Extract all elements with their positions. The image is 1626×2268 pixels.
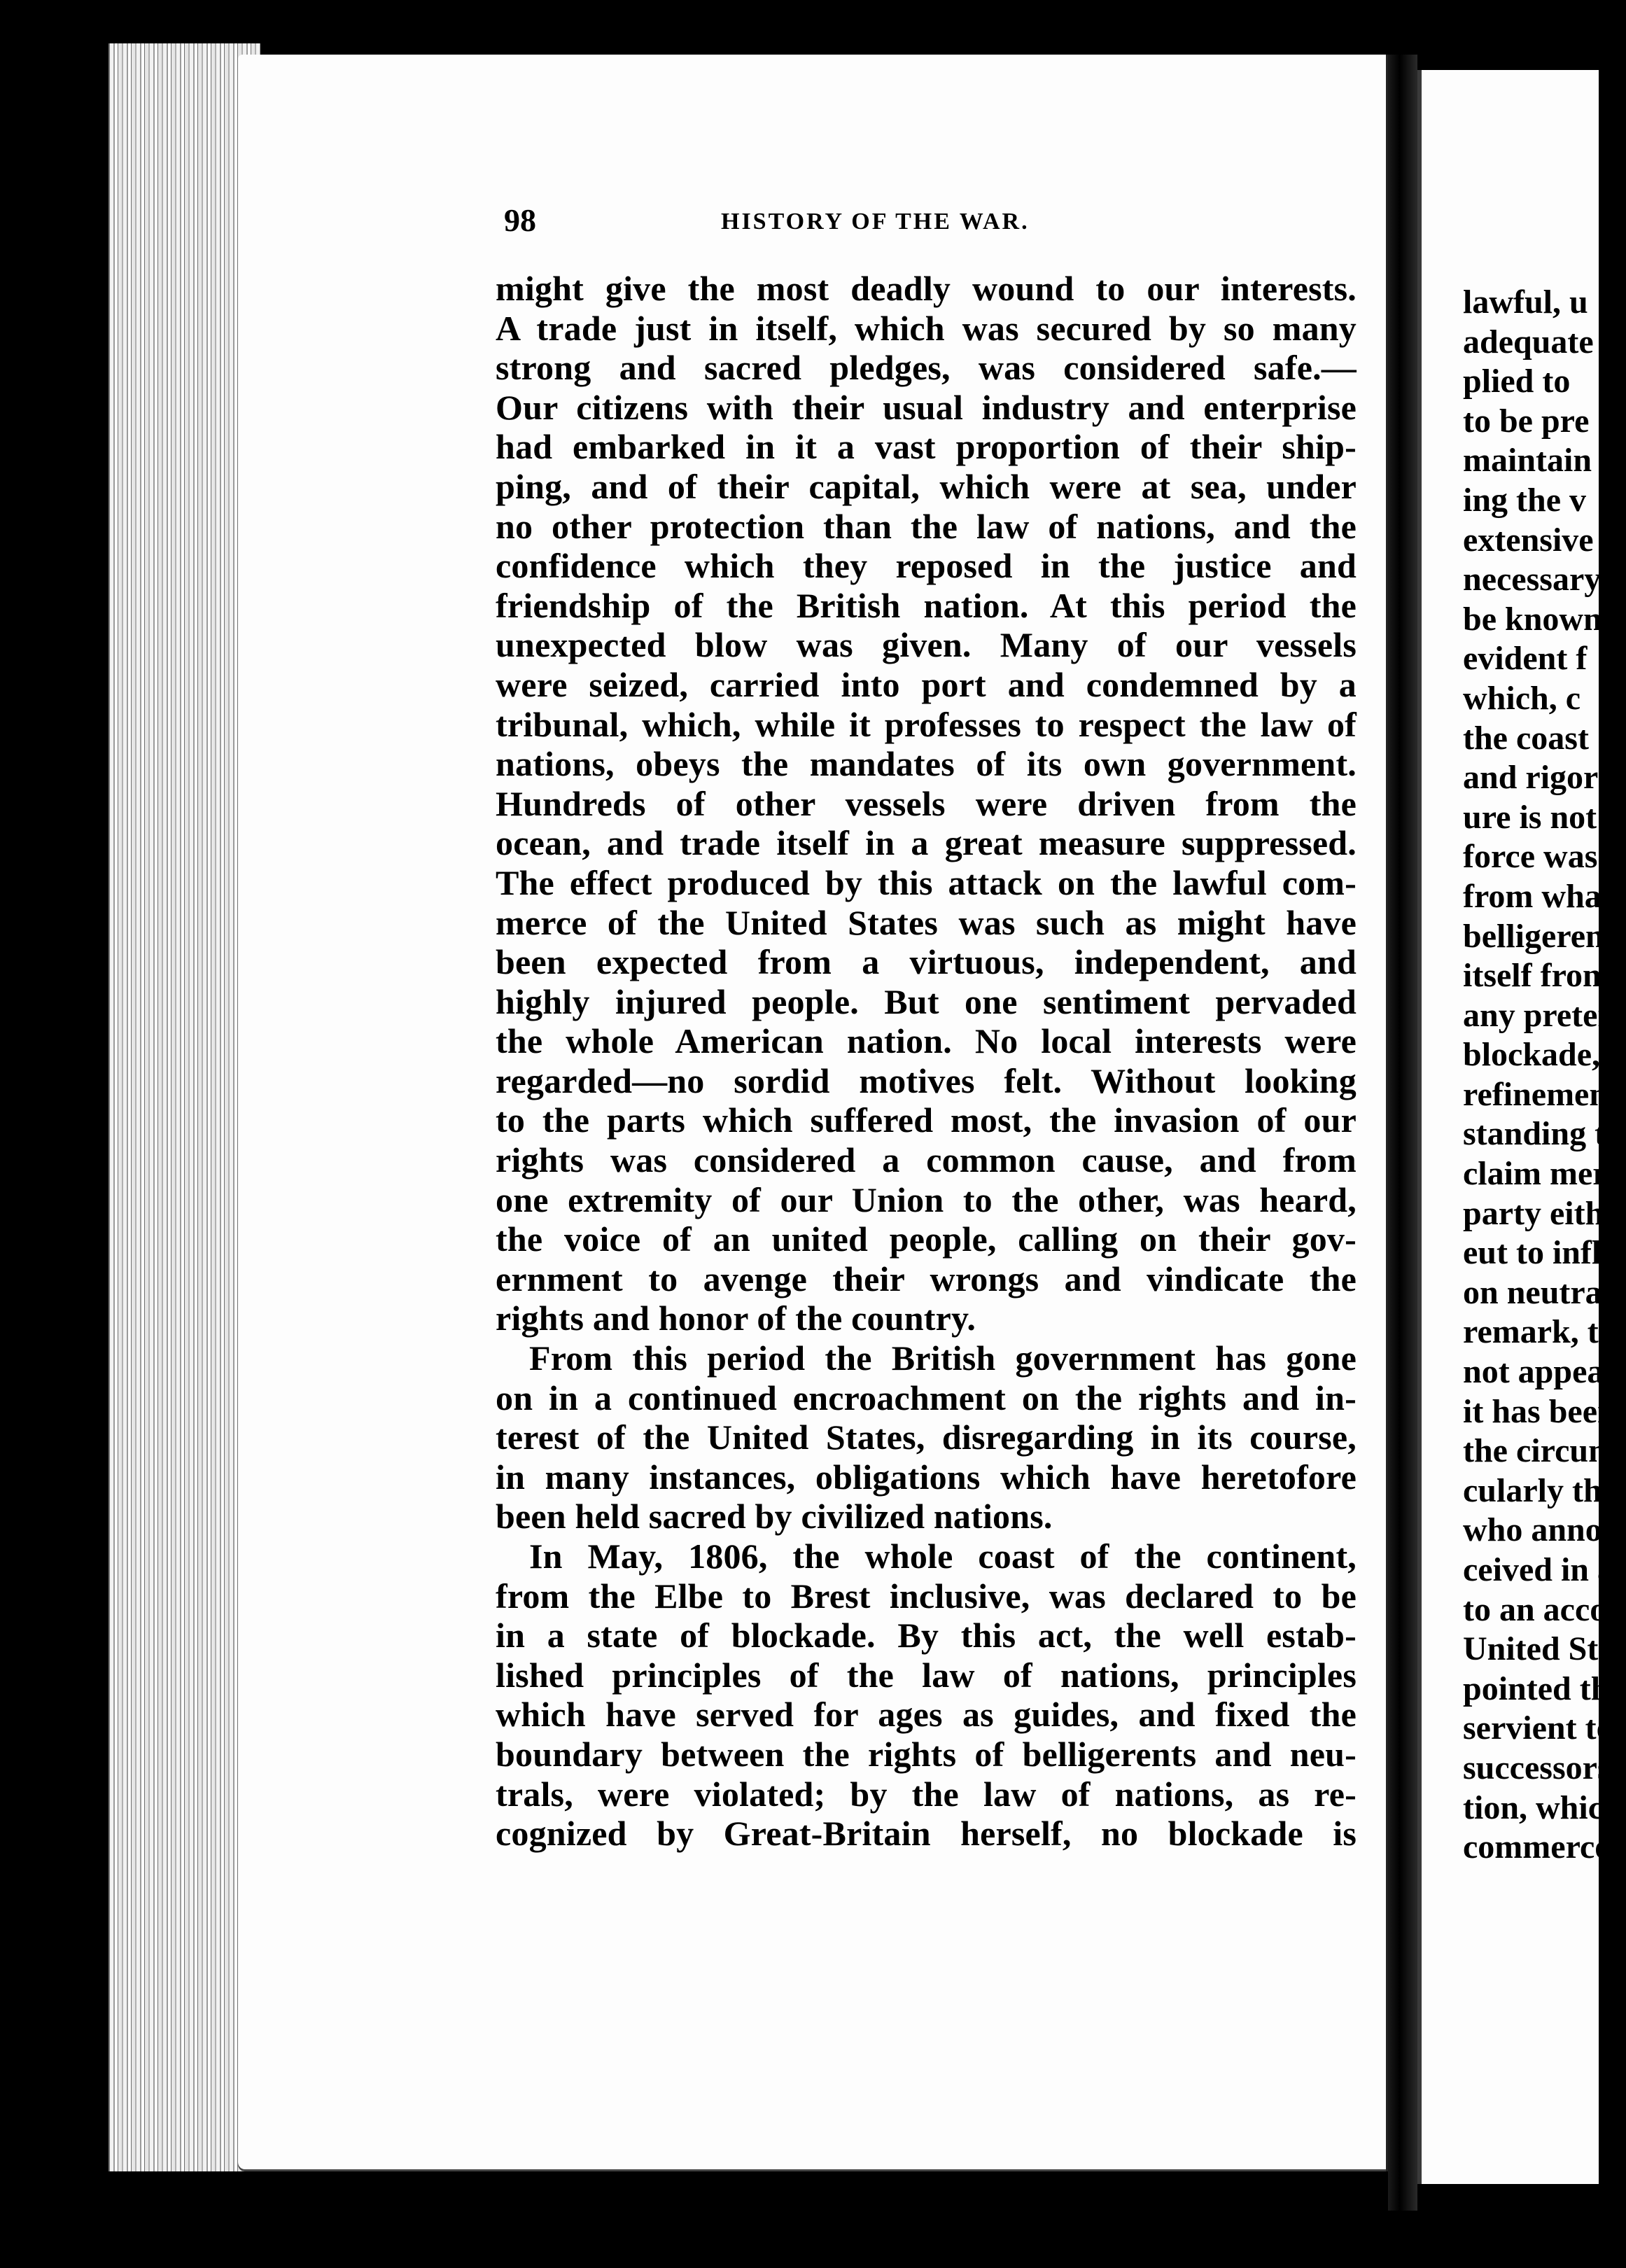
body-text — [496, 269, 1357, 1854]
text-line: Hundreds of other vessels were driven from the — [496, 783, 1357, 823]
facing-text-line: ure is not — [1463, 798, 1597, 836]
text-line: terest of the United States, disregarding in its course, — [496, 1418, 1357, 1457]
facing-text-line: not appear — [1463, 1353, 1619, 1391]
facing-text-line: ing the v — [1463, 481, 1587, 519]
facing-text-line: evident f — [1463, 640, 1588, 678]
text-line: In May, 1806, the whole coast of the continent, — [529, 1536, 1357, 1576]
text-line: might give the most deadly wound to our interests. — [496, 269, 1357, 308]
text-line: ocean, and trade itself in a great measure suppressed. — [496, 823, 1357, 863]
text-line: on in a continued encroachment on the rights and in- — [496, 1378, 1357, 1418]
facing-text-line: ceived in a — [1463, 1551, 1614, 1588]
facing-text-line: refinemen — [1463, 1075, 1609, 1113]
text-line: to the parts which suffered most, the invasion of our — [496, 1100, 1357, 1140]
facing-text-line: standing t — [1463, 1115, 1606, 1153]
text-line: were seized, carried into port and condemned by a — [496, 664, 1357, 704]
facing-text-line: plied to — [1463, 363, 1571, 400]
facing-text-line: eut to infla — [1463, 1234, 1618, 1272]
text-line: one extremity of our Union to the other, was heard, — [496, 1180, 1357, 1219]
book-gutter — [1388, 55, 1417, 2211]
facing-text-line: blockade, — [1463, 1036, 1601, 1074]
facing-text-line: to be pre — [1463, 402, 1590, 440]
facing-text-line: on neutral — [1463, 1273, 1612, 1311]
running-head-title: HISTORY OF THE WAR. — [721, 209, 1030, 234]
text-line: friendship of the British nation. At this period the — [496, 585, 1357, 625]
text-line: the voice of an united people, calling on their gov- — [496, 1219, 1357, 1259]
text-line: been expected from a virtuous, independent, and — [496, 942, 1357, 982]
facing-page-text — [1463, 283, 1626, 1868]
text-line: rights was considered a common cause, and from — [496, 1140, 1357, 1180]
facing-text-line: the coast — [1463, 719, 1589, 757]
text-line: regarded—no sordid motives felt. Without looking — [496, 1060, 1357, 1100]
facing-text-line: servient to — [1463, 1709, 1613, 1747]
facing-text-line: be known — [1463, 600, 1602, 638]
text-line: in a state of blockade. By this act, the well estab- — [496, 1616, 1357, 1656]
text-line: ping, and of their capital, which were at sea, under — [496, 466, 1357, 506]
facing-text-line: commerce. — [1463, 1828, 1618, 1866]
facing-text-line: it has been — [1463, 1392, 1616, 1430]
facing-text-line: necessary — [1463, 561, 1602, 598]
facing-text-line: lawful, u — [1463, 284, 1588, 321]
facing-text-line: tion, which — [1463, 1788, 1622, 1826]
text-line: A trade just in itself, which was secured by so many — [496, 308, 1357, 348]
text-line: the whole American nation. No local interests were — [496, 1021, 1357, 1061]
facing-text-line: adequate — [1463, 323, 1594, 360]
page-number: 98 — [504, 202, 536, 238]
facing-text-line: and rigor — [1463, 759, 1599, 797]
running-head — [504, 202, 1365, 244]
text-line: unexpected blow was given. Many of our vessels — [496, 625, 1357, 665]
facing-text-line: extensive — [1463, 521, 1594, 559]
facing-text-line: cularly the — [1463, 1471, 1617, 1509]
facing-text-line: from wha — [1463, 877, 1602, 915]
facing-text-line: remark, th — [1463, 1313, 1618, 1351]
facing-text-line: maintain — [1463, 442, 1592, 479]
text-line: lished principles of the law of nations, principles — [496, 1655, 1357, 1695]
text-line: The effect produced by this attack on the lawful com- — [496, 862, 1357, 902]
facing-text-line: who annou — [1463, 1511, 1621, 1549]
facing-text-line: claim mer — [1463, 1155, 1608, 1193]
facing-text-line: successors — [1463, 1749, 1611, 1786]
text-line: in many instances, obligations which have heretofore — [496, 1457, 1357, 1497]
text-line: strong and sacred pledges, was considered safe.— — [496, 348, 1357, 388]
facing-text-line: to an accor — [1463, 1590, 1622, 1628]
text-line: merce of the United States was such as might have — [496, 902, 1357, 942]
facing-text-line: the circum — [1463, 1432, 1617, 1470]
text-line: confidence which they reposed in the justice and — [496, 546, 1357, 586]
text-line: nations, obeys the mandates of its own government. — [496, 744, 1357, 784]
text-line: cognized by Great-Britain herself, no blockade is — [496, 1814, 1357, 1854]
text-line: from the Elbe to Brest inclusive, was declared to be — [496, 1576, 1357, 1616]
text-line: tribunal, which, while it professes to respect the law of — [496, 704, 1357, 744]
text-line: ernment to avenge their wrongs and vindicate the — [496, 1259, 1357, 1298]
text-line: no other protection than the law of nations, and the — [496, 506, 1357, 546]
facing-text-line: United Sta — [1463, 1630, 1616, 1668]
facing-text-line: any preter — [1463, 996, 1613, 1034]
text-line: been held sacred by civilized nations. — [496, 1497, 1053, 1536]
text-line: boundary between the rights of belligerents and neu- — [496, 1734, 1357, 1774]
text-line: highly injured people. But one sentiment pervaded — [496, 981, 1357, 1021]
text-line: had embarked in it a vast proportion of their ship- — [496, 427, 1357, 467]
facing-text-line: force was — [1463, 838, 1598, 876]
facing-text-line: which, c — [1463, 679, 1581, 717]
text-line: which have served for ages as guides, and fixed the — [496, 1695, 1357, 1735]
facing-text-line: belligeren — [1463, 917, 1604, 955]
facing-text-line: pointed tha — [1463, 1670, 1626, 1707]
text-line: rights and honor of the country. — [496, 1298, 976, 1338]
facing-text-line: itself fron — [1463, 957, 1602, 995]
text-line: From this period the British government has gone — [529, 1338, 1357, 1378]
text-line: Our citizens with their usual industry and enterprise — [496, 387, 1357, 427]
text-line: trals, were violated; by the law of nations, as re- — [496, 1774, 1357, 1814]
facing-text-line: party eithe — [1463, 1194, 1619, 1232]
